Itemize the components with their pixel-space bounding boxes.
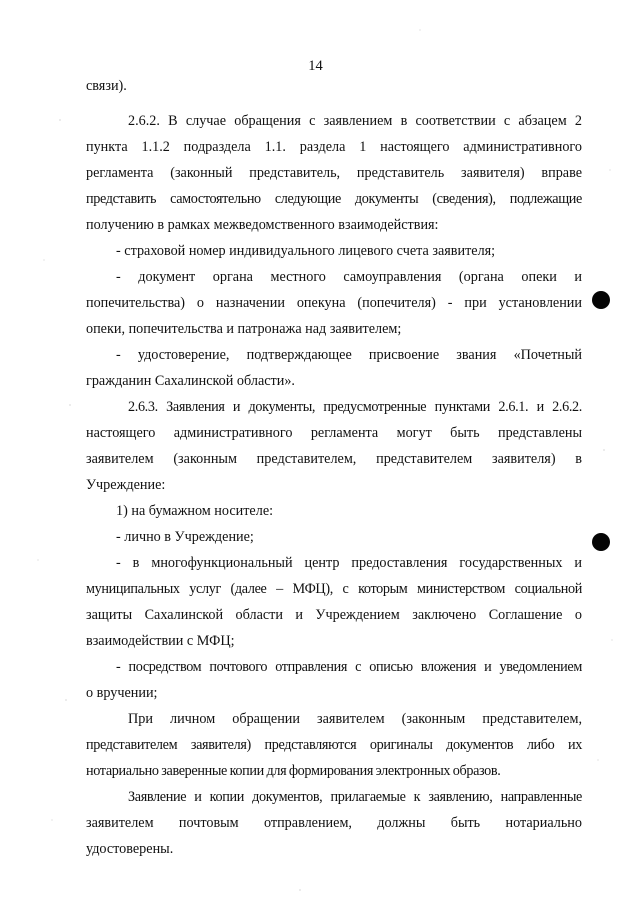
list-item: - документ органа местного самоуправления (органа опеки и xyxy=(116,269,582,285)
punch-hole xyxy=(592,533,610,551)
text-line: защиты Сахалинской области и Учреждением заключено Соглашение о xyxy=(86,607,582,623)
text-line: заявителем (законным представителем, представителем заявителя) в xyxy=(86,451,582,467)
list-item: - посредством почтового отправления с описью вложения и уведомлением xyxy=(116,659,582,675)
list-item: - в многофункциональный центр предоставления государственных и xyxy=(116,555,582,571)
text-line: муниципальных услуг (далее – МФЦ), с которым министерством социальной xyxy=(86,581,582,597)
text-line: При личном обращении заявителем (законным представителем, xyxy=(128,711,582,727)
text-line: 2.6.3. Заявления и документы, предусмотренные пунктами 2.6.1. и 2.6.2. xyxy=(128,399,582,415)
text-line: Учреждение: xyxy=(86,477,166,493)
text-line: пункта 1.1.2 подраздела 1.1. раздела 1 настоящего административного xyxy=(86,139,582,155)
text-line: регламента (законный представитель, представитель заявителя) вправе xyxy=(86,165,582,181)
text-line: настоящего административного регламента могут быть представлены xyxy=(86,425,582,441)
text-line: взаимодействии с МФЦ; xyxy=(86,633,235,649)
text-line: заявителем почтовым отправлением, должны быть нотариально xyxy=(86,815,582,831)
text-line: представить самостоятельно следующие документы (сведения), подлежащие xyxy=(86,191,582,207)
text-line: представителем заявителя) представляются оригиналы документов либо их xyxy=(86,737,582,753)
text-line: гражданин Сахалинской области». xyxy=(86,373,295,389)
text-line: удостоверены. xyxy=(86,841,174,857)
text-line: опеки, попечительства и патронажа над заявителем; xyxy=(86,321,402,337)
list-item: - лично в Учреждение; xyxy=(116,529,254,545)
text-line: получению в рамках межведомственного взаимодействия: xyxy=(86,217,439,233)
text-line: нотариально заверенные копии для формирования электронных образов. xyxy=(86,763,501,779)
text-line: о вручении; xyxy=(86,685,158,701)
list-item: - страховой номер индивидуального лицевого счета заявителя; xyxy=(116,243,496,259)
text-line: попечительства) о назначении опекуна (попечителя) - при установлении xyxy=(86,295,582,311)
text-line: Заявление и копии документов, прилагаемые к заявлению, направленные xyxy=(128,789,582,805)
punch-hole xyxy=(592,291,610,309)
text-line: 2.6.2. В случае обращения с заявлением в соответствии с абзацем 2 xyxy=(128,113,582,129)
page-number: 14 xyxy=(308,58,323,74)
list-item: 1) на бумажном носителе: xyxy=(116,503,274,519)
text-line: связи). xyxy=(86,78,127,94)
list-item: - удостоверение, подтверждающее присвоение звания «Почетный xyxy=(116,347,582,363)
